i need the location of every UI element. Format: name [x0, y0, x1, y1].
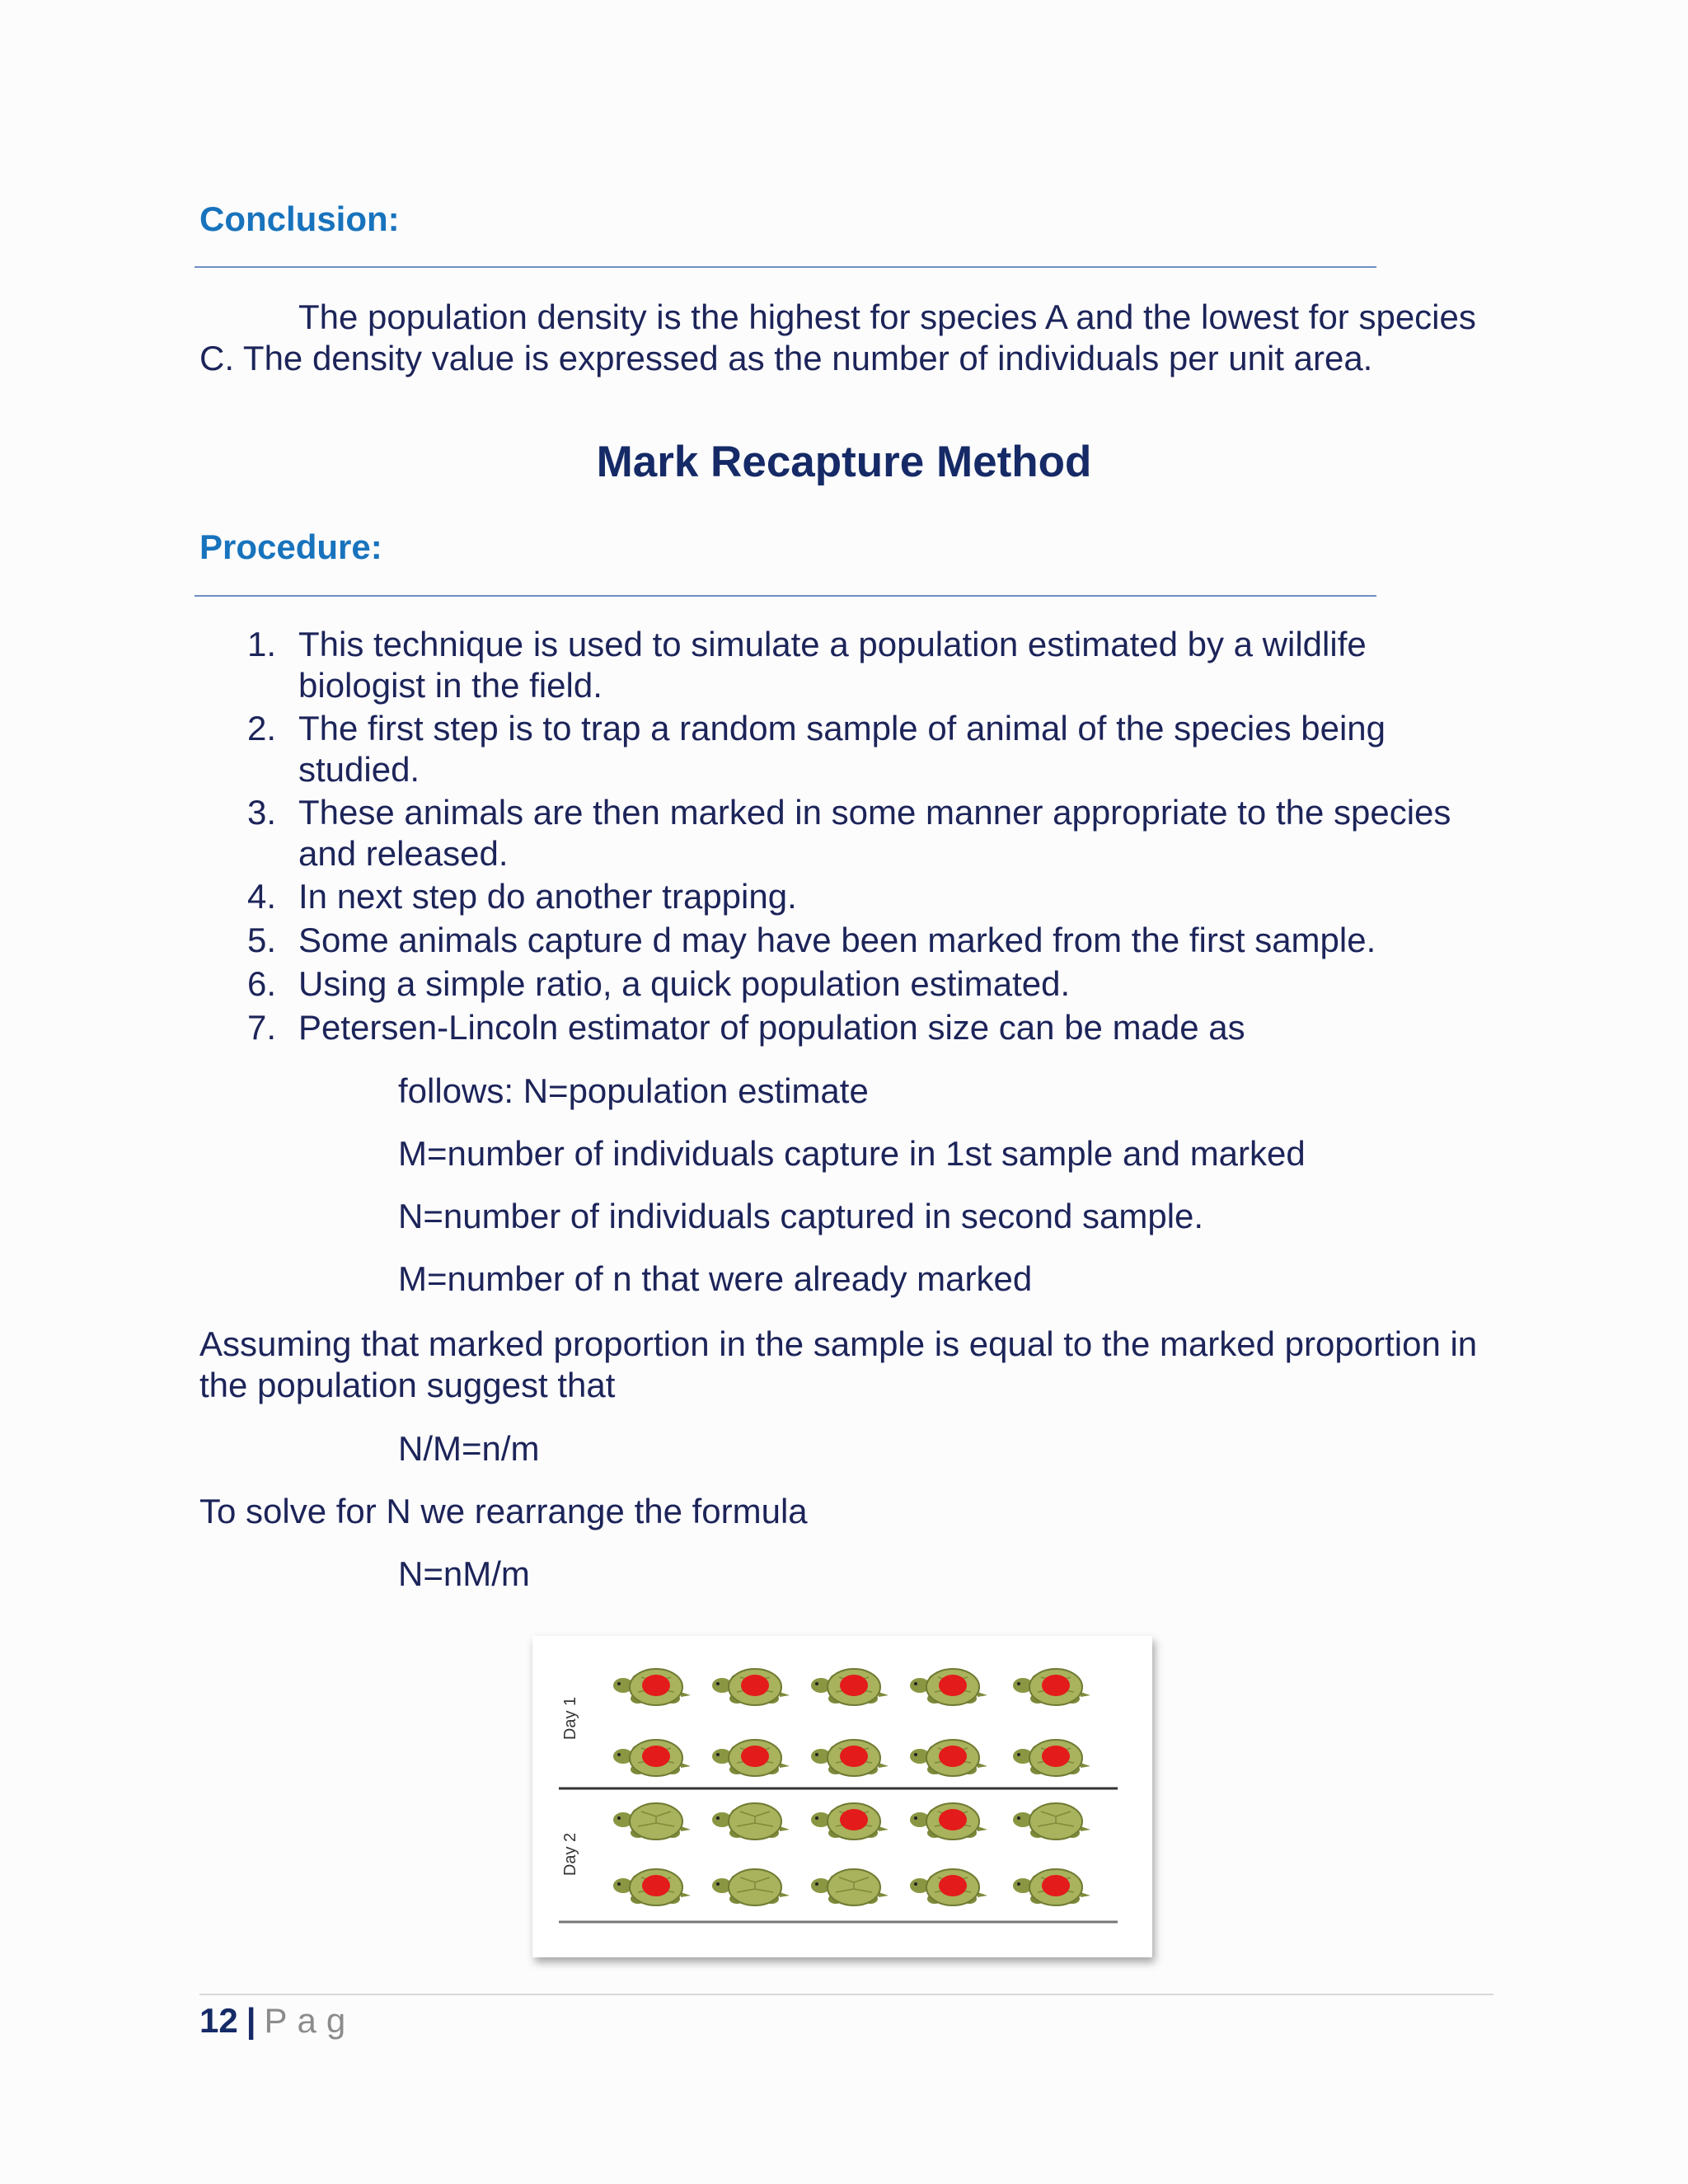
red-mark: [642, 1746, 670, 1767]
procedure-step: 2. The first step is to trap a random sample of animal of the species being studied.: [247, 709, 1386, 789]
marked-turtle: [613, 1669, 691, 1705]
page-footer: [199, 2001, 355, 2041]
unmarked-turtle: [712, 1869, 790, 1905]
marked-turtle: [1013, 1740, 1090, 1776]
footer-divider: [199, 1994, 1493, 1995]
red-mark: [939, 1746, 967, 1767]
conclusion-text: The population density is the highest for species A and the lowest for species C. The density value is expressed as the number of individuals per unit area.: [199, 298, 1476, 377]
conclusion-paragraph: [199, 297, 1485, 379]
footer-separator: |: [246, 2001, 256, 2040]
procedure-step: 7. Petersen-Lincoln estimator of population size can be made as: [247, 1008, 1245, 1047]
assumption-paragraph: Assuming that marked proportion in the sample is equal to the marked proportion in the population suggest that: [199, 1324, 1478, 1404]
definition-line: M=number of individuals capture in 1st sample and marked: [398, 1134, 1306, 1173]
red-mark: [840, 1675, 868, 1696]
day2-label: Day 2: [561, 1832, 579, 1877]
unmarked-turtle: [613, 1803, 691, 1840]
marked-turtle: [910, 1740, 987, 1776]
unmarked-turtle: [1013, 1803, 1090, 1840]
mark-recapture-figure: [532, 1636, 1152, 1957]
red-mark: [939, 1809, 967, 1830]
procedure-step: 3. These animals are then marked in some manner appropriate to the species and released.: [247, 793, 1451, 873]
red-mark: [1042, 1746, 1070, 1767]
marked-turtle: [910, 1869, 987, 1905]
marked-turtle: [910, 1669, 987, 1705]
marked-turtle: [811, 1803, 889, 1840]
procedure-list: [199, 624, 1485, 1048]
marked-turtle: [811, 1740, 889, 1776]
procedure-heading: Procedure:: [199, 527, 382, 566]
conclusion-divider: [195, 266, 1376, 268]
section-title: Mark Recapture Method: [596, 438, 1092, 486]
marked-turtle: [712, 1669, 790, 1705]
definition-line: N=number of individuals captured in second sample.: [398, 1197, 1204, 1235]
procedure-step: 4. In next step do another trapping.: [247, 877, 797, 916]
marked-turtle: [613, 1740, 691, 1776]
marked-turtle: [1013, 1669, 1090, 1705]
red-mark: [840, 1746, 868, 1767]
marked-turtle: [910, 1803, 987, 1840]
procedure-step: 6. Using a simple ratio, a quick population estimated.: [247, 964, 1071, 1003]
definition-line: M=number of n that were already marked: [398, 1259, 1033, 1298]
definition-line: follows: N=population estimate: [398, 1071, 869, 1110]
footer-page-word: Pag: [264, 2001, 356, 2040]
solve-text: To solve for N we rearrange the formula: [199, 1492, 808, 1530]
unmarked-turtle: [811, 1869, 889, 1905]
day1-label: Day 1: [561, 1696, 579, 1741]
ratio-formula: N/M=n/m: [398, 1429, 540, 1468]
conclusion-heading: Conclusion:: [199, 199, 400, 238]
procedure-step: 1. This technique is used to simulate a population estimated by a wildlife biologist in the field.: [247, 625, 1367, 705]
red-mark: [840, 1809, 868, 1830]
turtle-illustration: [532, 1636, 1152, 1957]
red-mark: [1042, 1675, 1070, 1696]
procedure-divider: [195, 595, 1376, 597]
procedure-step: 5. Some animals capture d may have been marked from the first sample.: [247, 921, 1376, 959]
marked-turtle: [613, 1869, 691, 1905]
page-number: 12: [199, 2001, 238, 2040]
red-mark: [642, 1875, 670, 1896]
red-mark: [1042, 1875, 1070, 1896]
unmarked-turtle: [712, 1803, 790, 1840]
marked-turtle: [1013, 1869, 1090, 1905]
red-mark: [642, 1675, 670, 1696]
marked-turtle: [712, 1740, 790, 1776]
red-mark: [939, 1675, 967, 1696]
red-mark: [741, 1746, 769, 1767]
solved-formula: N=nM/m: [398, 1554, 530, 1593]
red-mark: [741, 1675, 769, 1696]
red-mark: [939, 1875, 967, 1896]
marked-turtle: [811, 1669, 889, 1705]
